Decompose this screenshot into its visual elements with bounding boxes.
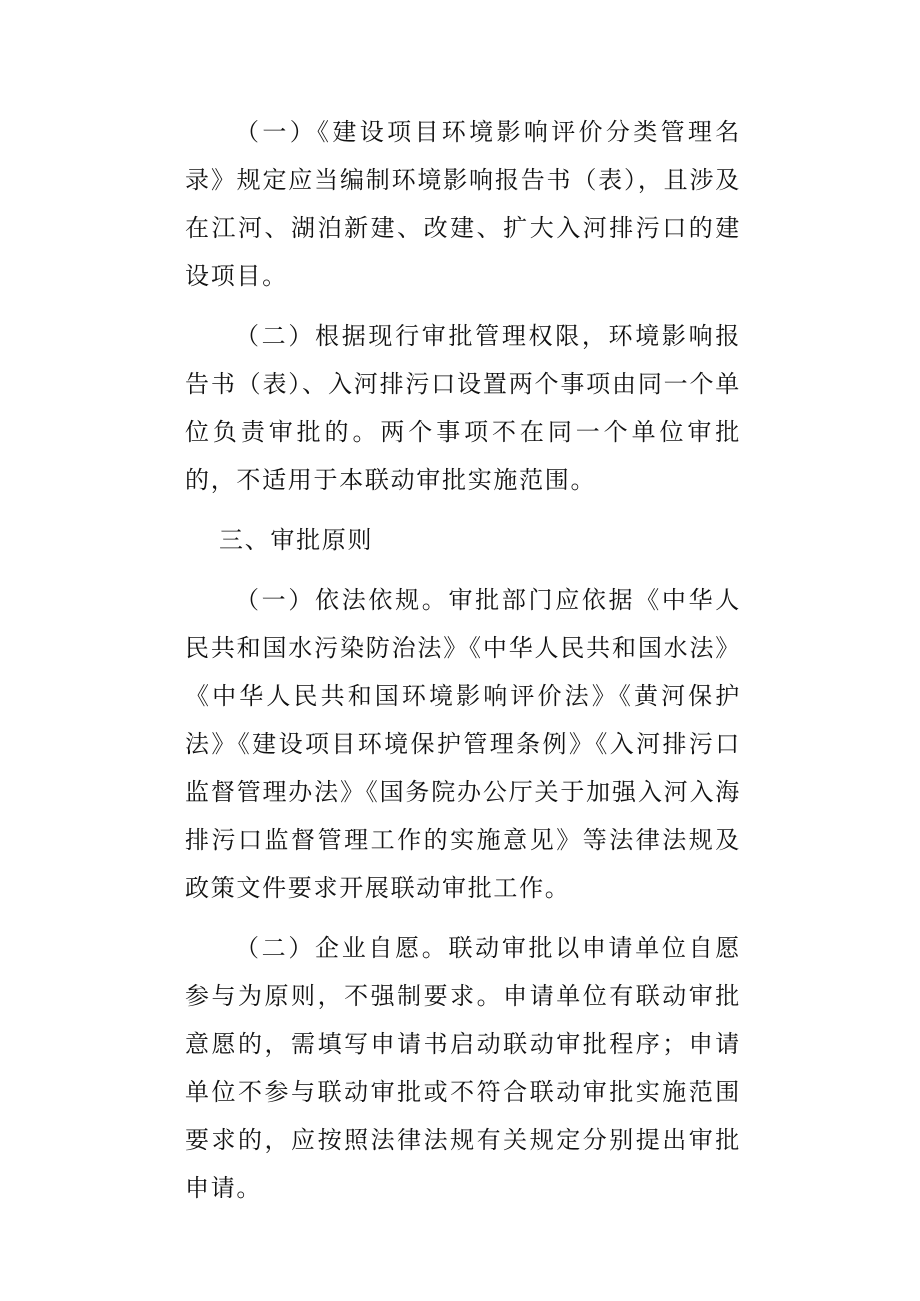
paragraph-gap [185,912,741,924]
paragraph-principle-1: （一）依法依规。审批部门应依据《中华人民共和国水污染防治法》《中华人民共和国水法》《中华人民共和国环境影响评价法》《黄河保护法》《建设项目环境保护管理条例》《入河排污口监督管理办法》《国务院办公厅关于加强入河入海排污口监督管理工作的实施意见》等法律法规及政策文件要求开展联动审批工作。 [185,586,741,902]
document-body [185,108,741,1212]
paragraph-gap [185,300,741,312]
paragraph-gap [185,564,741,576]
section-heading-approval-principles: 三、审批原则 [219,526,374,554]
paragraph-scope-item-2: （二）根据现行审批管理权限，环境影响报告书（表）、入河排污口设置两个事项由同一个单位负责审批的。两个事项不在同一个单位审批的，不适用于本联动审批实施范围。 [185,322,741,494]
paragraph-gap [185,504,741,516]
paragraph-scope-item-1: （一）《建设项目环境影响评价分类管理名录》规定应当编制环境影响报告书（表），且涉及在江河、湖泊新建、改建、扩大入河排污口的建设项目。 [185,118,741,290]
paragraph-principle-2: （二）企业自愿。联动审批以申请单位自愿参与为原则，不强制要求。申请单位有联动审批意愿的，需填写申请书启动联动审批程序；申请单位不参与联动审批或不符合联动审批实施范围要求的，应按照法律法规有关规定分别提出审批申请。 [185,934,741,1202]
